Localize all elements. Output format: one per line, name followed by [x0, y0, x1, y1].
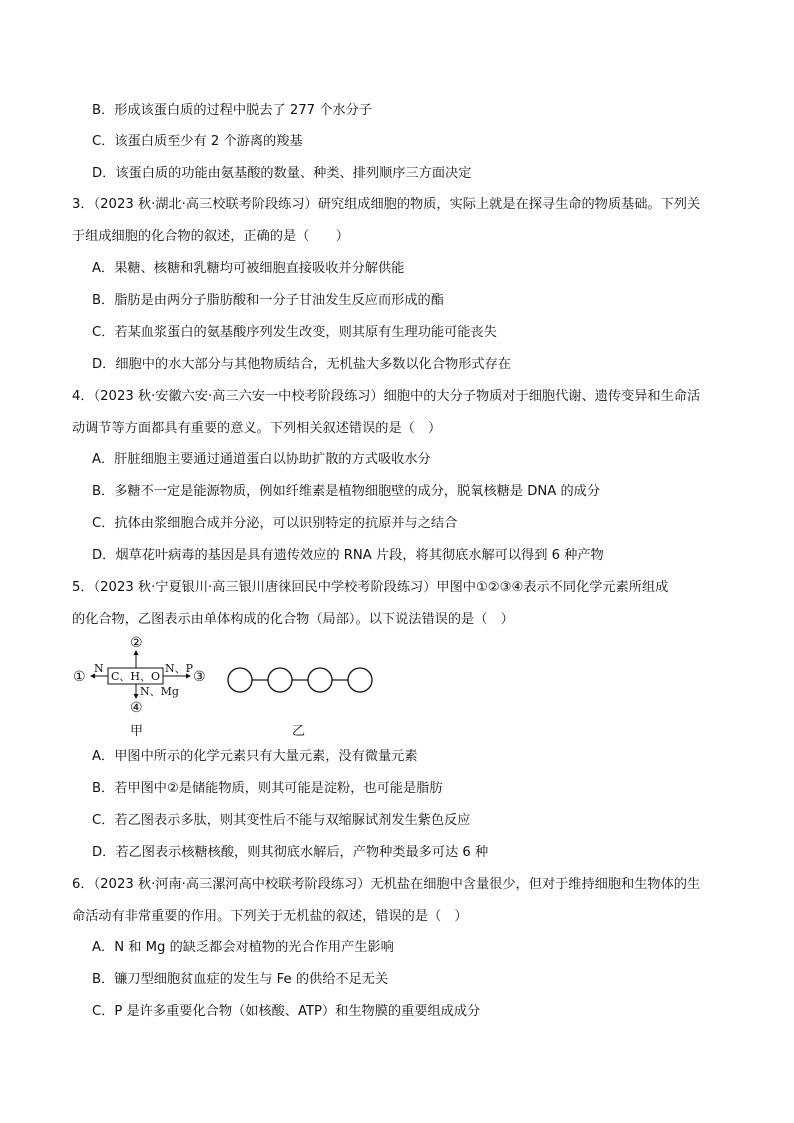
option-a-q4: A．肝脏细胞主要通过通道蛋白以协助扩散的方式吸收水分 — [92, 452, 431, 467]
question-5-stem: 5．（2023 秋·宁夏银川·高三银川唐徕回民中学校考阶段练习）甲图中①②③④表示不同化学元素所组成 — [72, 580, 669, 595]
n-left-label: N — [94, 662, 104, 675]
compound-3-label: ③ — [193, 669, 206, 685]
compound-1-label: ① — [73, 669, 86, 685]
option-d-q5: D．若乙图表示核糖核酸，则其彻底水解后，产物种类最多可达 6 种 — [92, 845, 489, 860]
option-a-q5: A．甲图中所示的化学元素只有大量元素，没有微量元素 — [92, 749, 418, 764]
monomer-circle — [308, 668, 332, 692]
option-d-q3: D．细胞中的水大部分与其他物质结合，无机盐大多数以化合物形式存在 — [92, 357, 511, 372]
option-c-q4: C．抗体由浆细胞合成并分泌，可以识别特定的抗原并与之结合 — [92, 516, 458, 531]
np-right-label: N、P — [165, 662, 194, 675]
option-a-q3: A．果糖、核糖和乳糖均可被细胞直接吸收并分解供能 — [92, 261, 405, 276]
option-b-q3: B．脂肪是由两分子脂肪酸和一分子甘油发生反应而形成的酯 — [92, 293, 444, 308]
element-compound-diagram — [70, 634, 400, 742]
compound-2-label: ② — [130, 635, 143, 651]
option-a-q6: A．N 和 Mg 的缺乏都会对植物的光合作用产生影响 — [92, 940, 394, 955]
question-4-stem-cont: 动调节等方面都具有重要的意义。下列相关叙述错误的是（ ） — [72, 421, 442, 436]
nmg-down-label: N、Mg — [140, 685, 179, 698]
question-3-stem-cont: 于组成细胞的化合物的叙述，正确的是（ ） — [72, 229, 349, 244]
option-d-q2: D．该蛋白质的功能由氨基酸的数量、种类、排列顺序三方面决定 — [92, 166, 472, 181]
question-6-stem-cont: 命活动有非常重要的作用。下列关于无机盐的叙述，错误的是（ ） — [72, 909, 468, 924]
option-b-q5: B．若甲图中②是储能物质，则其可能是淀粉，也可能是脂肪 — [92, 781, 443, 796]
option-c-q3: C．若某血浆蛋白的氨基酸序列发生改变，则其原有生理功能可能丧失 — [92, 325, 497, 340]
question-4-stem: 4．（2023 秋·安徽六安·高三六安一中校考阶段练习）细胞中的大分子物质对于细胞代谢、遗传变异和生命活 — [72, 389, 701, 404]
option-b-q2: B．形成该蛋白质的过程中脱去了 277 个水分子 — [92, 103, 372, 118]
monomer-circle — [228, 668, 252, 692]
option-c-q5: C．若乙图表示多肽，则其变性后不能与双缩脲试剂发生紫色反应 — [92, 813, 471, 828]
question-5-stem-cont: 的化合物，乙图表示由单体构成的化合物（局部）。以下说法错误的是（ ） — [72, 612, 514, 627]
option-b-q6: B．镰刀型细胞贫血症的发生与 Fe 的供给不足无关 — [92, 972, 389, 987]
monomer-circle — [268, 668, 292, 692]
option-c-q2: C．该蛋白质至少有 2 个游离的羧基 — [92, 134, 303, 149]
figure-jia-caption: 甲 — [130, 724, 144, 739]
monomer-circle — [348, 668, 372, 692]
option-b-q4: B．多糖不一定是能源物质，例如纤维素是植物细胞壁的成分，脱氧核糖是 DNA 的成分 — [92, 484, 601, 499]
option-d-q4: D．烟草花叶病毒的基因是具有遗传效应的 RNA 片段，将其彻底水解可以得到 6 种产物 — [92, 548, 604, 563]
element-box-label: C、H、O — [111, 670, 161, 683]
option-c-q6: C．P 是许多重要化合物（如核酸、ATP）和生物膜的重要组成成分 — [92, 1004, 481, 1019]
question-6-stem: 6．（2023 秋·河南·高三漯河高中校联考阶段练习）无机盐在细胞中含量很少，但对于维持细胞和生物体的生 — [72, 877, 701, 892]
figure-yi-caption: 乙 — [292, 724, 306, 739]
question-3-stem: 3．（2023 秋·湖北·高三校联考阶段练习）研究组成细胞的物质，实际上就是在探寻生命的物质基础。下列关 — [72, 197, 701, 212]
compound-4-label: ④ — [130, 700, 143, 716]
